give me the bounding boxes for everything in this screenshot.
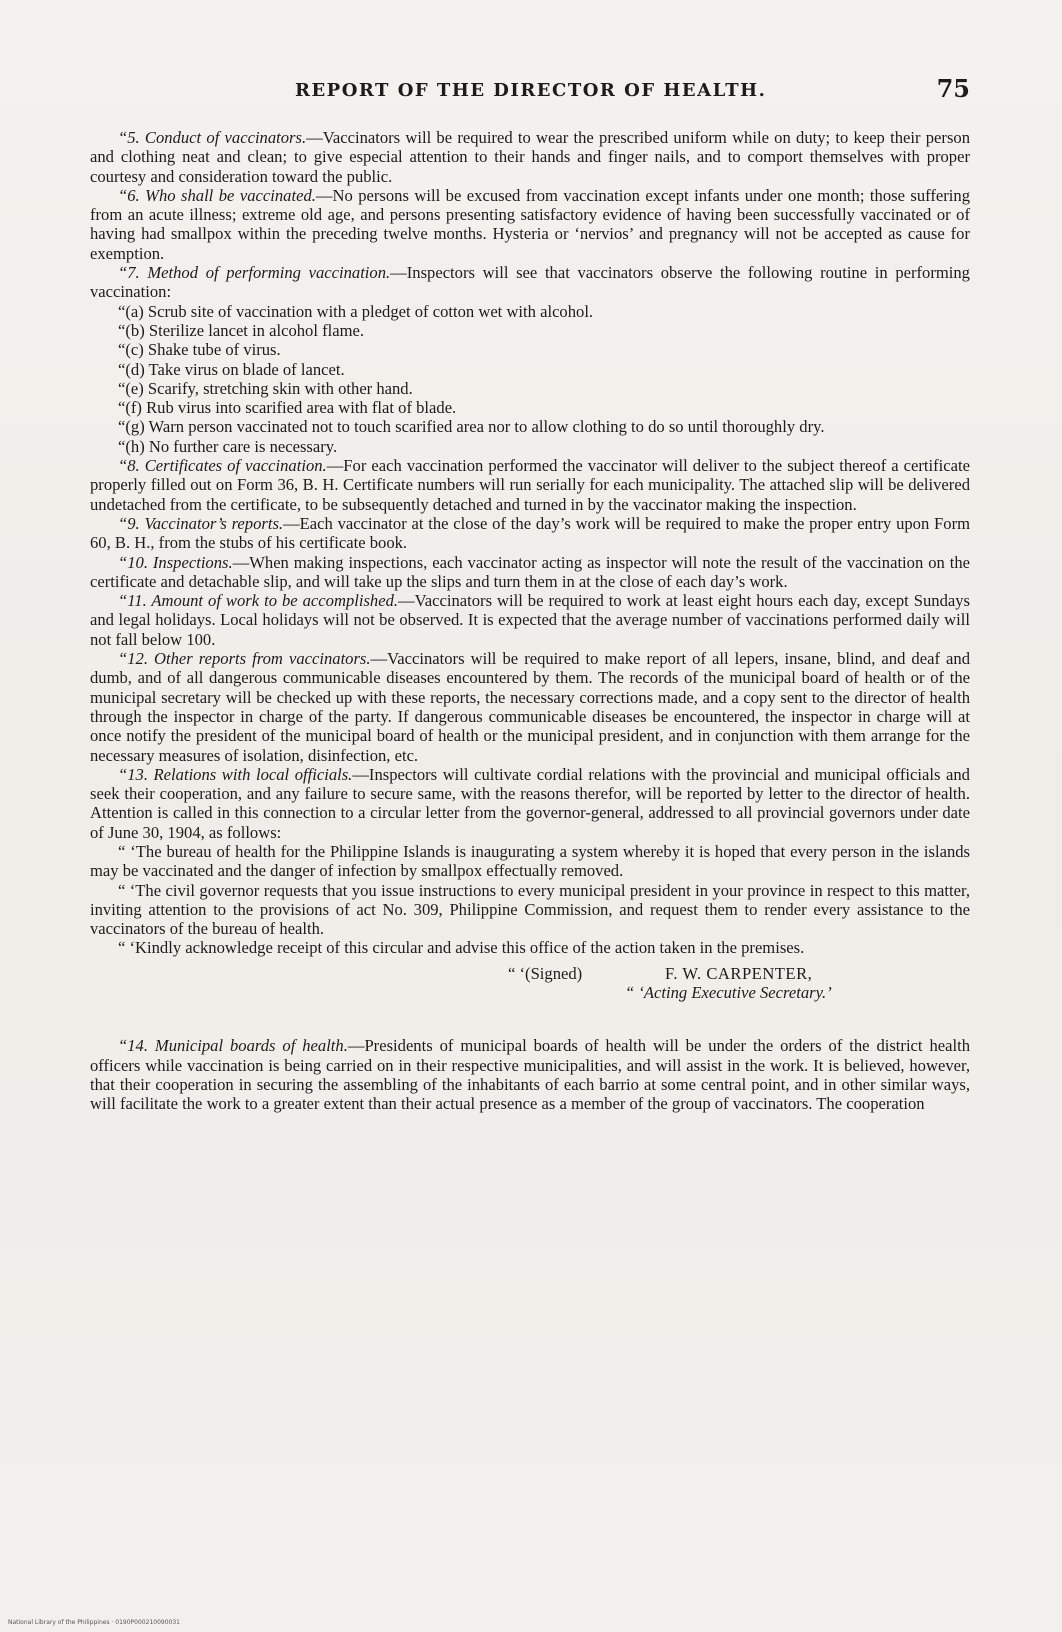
section-9 (90, 514, 970, 553)
section-heading: “9. Vaccinator’s reports. (118, 513, 284, 533)
signature-block (90, 964, 970, 1003)
section-heading: “7. Method of performing vaccination. (118, 263, 391, 283)
section-11 (90, 591, 970, 649)
section-heading: “11. Amount of work to be accomplished. (118, 591, 399, 611)
section-10 (90, 553, 970, 592)
section-5 (90, 128, 970, 186)
section-heading: “13. Relations with local officials. (118, 764, 353, 784)
step-item: “(b) Sterilize lancet in alcohol flame. (118, 320, 365, 340)
section-13 (90, 765, 970, 842)
section-text: —When making inspections, each vaccinator acting as inspector will note the result of the vaccination on the certificate and detachable slip, and will take up the slips and turn them in at the close of each day’s work. (90, 552, 970, 591)
signature-name: F. W. CARPENTER, (665, 963, 813, 983)
section-text: —Presidents of municipal boards of health will be under the orders of the district health officers while vaccination is being carried on in their respective municipalities, and will assist in the work. It is believed, however, that their cooperation in securing the assembling of the inhabitants of each barrio at some central point, and in other similar ways, will facilitate the work to a greater extent than their actual presence as a member of the group of vaccinators. The cooperation (90, 1036, 970, 1114)
section-7 (90, 263, 970, 302)
step-item: “(d) Take virus on blade of lancet. (118, 359, 345, 379)
running-title: REPORT OF THE DIRECTOR OF HEALTH. (295, 80, 767, 101)
section-14 (90, 1036, 970, 1113)
step-item: “(e) Scarify, stretching skin with other hand. (118, 378, 413, 398)
section-text: —Vaccinators will be required to work at least eight hours each day, except Sundays and legal holidays. Local holidays will not be observed. It is expected that the average number of vaccinations performed daily will not fall below 100. (90, 591, 970, 649)
step-item: “(c) Shake tube of virus. (118, 340, 281, 360)
section-heading: “6. Who shall be vaccinated. (118, 185, 316, 205)
step-item: “(g) Warn person vaccinated not to touch scarified area nor to allow clothing to do so until thoroughly dry. (118, 417, 825, 437)
circular-paragraph: “ ‘Kindly acknowledge receipt of this circular and advise this office of the action taken in the premises. (118, 938, 805, 958)
page-number: 75 (936, 74, 970, 103)
circular-paragraph: “ ‘The bureau of health for the Philippine Islands is inaugurating a system whereby it is hoped that every person in the islands may be vaccinated and the danger of infection by smallpox effectually removed. (90, 841, 970, 881)
section-heading: “14. Municipal boards of health. (118, 1036, 348, 1056)
body-text (90, 128, 970, 1114)
section-text: —Vaccinators will be required to make report of all lepers, insane, blind, and deaf and dumb, and of all dangerous communicable diseases encountered by them. The records of the municipal board of health or of the municipal secretary will be checked up with these reports, the necessary corrections made, and a copy sent to the director of health through the inspector in charge of the party. If dangerous communicable diseases be encountered, the inspector in charge will at once notify the president of the municipal board of health or the municipal president, and in conjunction with them arrange for the necessary measures of isolation, disinfection, etc. (90, 649, 971, 765)
section-8 (90, 456, 970, 514)
step-item: “(h) No further care is necessary. (118, 436, 338, 456)
running-header (90, 74, 970, 114)
signature-label: “ ‘(Signed) (508, 963, 583, 983)
section-heading: “12. Other reports from vaccinators. (118, 649, 371, 669)
section-6 (90, 186, 970, 263)
step-item: “(f) Rub virus into scarified area with flat of blade. (118, 398, 457, 418)
section-text: —Inspectors will see that vaccinators observe the following routine in performing vaccination: (90, 263, 970, 302)
circular-paragraph: “ ‘The civil governor requests that you issue instructions to every municipal president in your province in respect to this matter, inviting attention to the provisions of act No. 309, Philippine Commission, and request them to render every assistance to the vaccinators of the bureau of health. (90, 880, 970, 939)
section-12 (90, 649, 970, 765)
section-text: —Vaccinators will be required to wear the prescribed uniform while on duty; to keep their person and clothing neat and clean; to give especial attention to their hands and finger nails, and to comport themselves with proper courtesy and consideration toward the public. (90, 128, 970, 186)
section-heading: “8. Certificates of vaccination. (118, 456, 327, 476)
section-heading: “10. Inspections. (118, 552, 233, 572)
section-text: —Inspectors will cultivate cordial relations with the provincial and municipal officials and seek their cooperation, and any failure to secure same, with the reasons therefor, will be reported by letter to the director of health. Attention is called in this connection to a circular letter from the governor-general, addressed to all provincial governors under date of June 30, 1904, as follows: (90, 764, 970, 842)
scan-footer: National Library of the Philippines · 0190P000210090031 (8, 1619, 180, 1626)
section-text: —Each vaccinator at the close of the day’s work will be required to make the proper entry upon Form 60, B. H., from the stubs of his certificate book. (90, 513, 970, 553)
section-text: —For each vaccination performed the vaccinator will deliver to the subject thereof a certificate properly filled out on Form 36, B. H. Certificate numbers will run serially for each municipality. The attached slip will be delivered undetached from the certificate, to be subsequently detached and turned in by the vaccinator making the inspection. (90, 456, 970, 514)
section-heading: “5. Conduct of vaccinators. (118, 128, 307, 147)
section-text: —No persons will be excused from vaccination except infants under one month; those suffering from an acute illness; extreme old age, and persons presenting satisfactory evidence of having been successfully vaccinated or of having had smallpox within the preceding twelve months. Hysteria or ‘nervios’ and pregnancy will not be accepted as cause for exemption. (90, 185, 970, 263)
step-item: “(a) Scrub site of vaccination with a pledget of cotton wet with alcohol. (118, 301, 594, 321)
signature-title: “ ‘Acting Executive Secretary.’ (625, 983, 832, 1003)
